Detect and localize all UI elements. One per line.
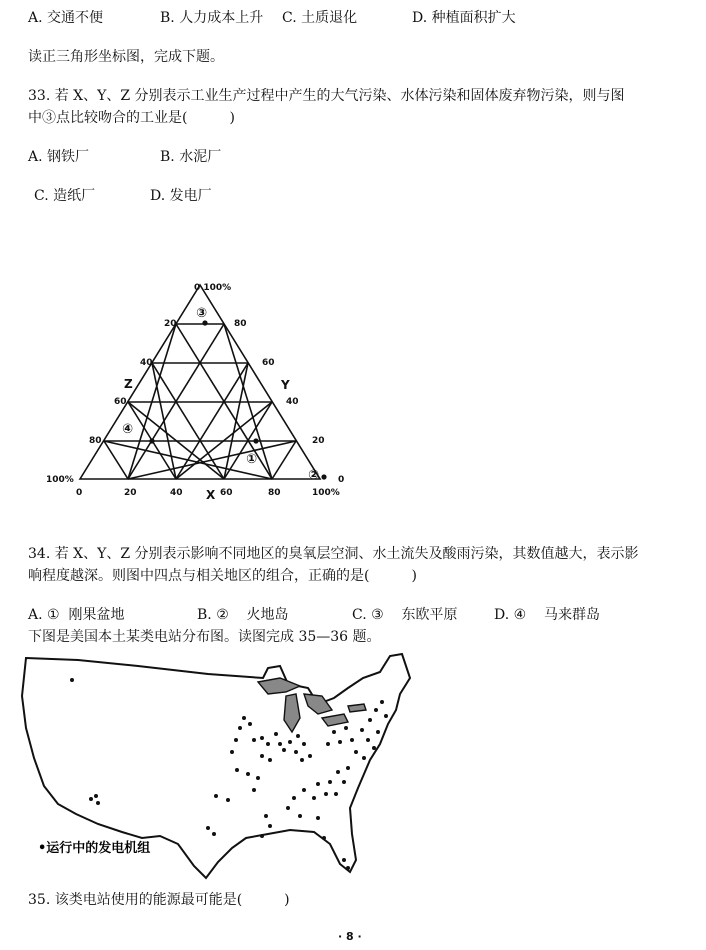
q34-stem-line2: 响程度越深。则图中四点与相关地区的组合，正确的是( ) bbox=[28, 568, 417, 584]
q33-stem-line2: 中③点比较吻合的工业是( ) bbox=[28, 110, 235, 126]
point-3-label: ③ bbox=[196, 306, 208, 321]
point-3-dot bbox=[202, 320, 207, 325]
us-power-plant-map bbox=[18, 648, 418, 880]
q32-option-a: A. 交通不便 bbox=[28, 10, 104, 26]
tick-bottom-0: 0 bbox=[76, 488, 83, 498]
q33-option-d: D. 发电厂 bbox=[150, 188, 212, 204]
tick-left-40: 40 bbox=[140, 358, 153, 368]
q33-option-c: C. 造纸厂 bbox=[34, 188, 96, 204]
q34-option-d: D. ④ 马来群岛 bbox=[494, 607, 600, 623]
q33-option-b: B. 水泥厂 bbox=[160, 149, 222, 165]
q32-option-c: C. 土质退化 bbox=[282, 10, 358, 26]
q33-stem-line1: 33. 若 X、Y、Z 分别表示工业生产过程中产生的大气污染、水体污染和固体废弃物污染，则与图 bbox=[28, 88, 625, 104]
point-1-label: ① bbox=[246, 452, 258, 467]
q34-option-a: A. ① 刚果盆地 bbox=[28, 607, 125, 623]
point-1-dot bbox=[253, 438, 258, 443]
tick-bottom-40: 40 bbox=[170, 488, 183, 498]
tick-right-20: 20 bbox=[312, 436, 325, 446]
q34-option-c: C. ③ 东欧平原 bbox=[352, 607, 458, 623]
tick-top: 0 100% bbox=[194, 283, 232, 293]
q34-option-b: B. ② 火地岛 bbox=[197, 607, 289, 623]
axis-name-y: Y bbox=[281, 378, 290, 392]
q32-option-d: D. 种植面积扩大 bbox=[412, 10, 516, 26]
map-legend: •运行中的发电机组 bbox=[38, 841, 151, 856]
tick-right-80: 80 bbox=[234, 319, 247, 329]
tick-bottom-60: 60 bbox=[220, 488, 233, 498]
axis-name-z: Z bbox=[124, 377, 133, 391]
tick-bottom-100: 100% bbox=[312, 488, 340, 498]
q33-option-a: A. 钢铁厂 bbox=[28, 149, 90, 165]
tick-bottom-20: 20 bbox=[124, 488, 137, 498]
tick-bottom-80: 80 bbox=[268, 488, 281, 498]
tick-right-40: 40 bbox=[286, 397, 299, 407]
point-2-dot bbox=[321, 474, 326, 479]
tick-left-80: 80 bbox=[89, 436, 102, 446]
tick-left-60: 60 bbox=[114, 397, 127, 407]
q35-stem: 35. 该类电站使用的能源最可能是( ) bbox=[28, 892, 290, 908]
q34-stem-line1: 34. 若 X、Y、Z 分别表示影响不同地区的臭氧层空洞、水土流失及酸雨污染，其数值越大，表示影 bbox=[28, 546, 639, 562]
tick-left-20: 20 bbox=[164, 319, 177, 329]
map-intro: 下图是美国本土某类电站分布图。读图完成 35—36 题。 bbox=[28, 629, 381, 645]
point-2-label: ② bbox=[308, 468, 320, 483]
tick-right-60: 60 bbox=[262, 358, 275, 368]
triangle-diagram bbox=[40, 275, 360, 505]
q32-option-b: B. 人力成本上升 bbox=[160, 10, 264, 26]
point-4-dot bbox=[149, 438, 154, 443]
tick-right-0: 0 bbox=[338, 475, 345, 485]
point-4-label: ④ bbox=[122, 422, 134, 437]
triangle-intro: 读正三角形坐标图，完成下题。 bbox=[28, 49, 224, 65]
page-number: · 8 · bbox=[338, 930, 362, 943]
tick-left-100: 100% bbox=[46, 475, 74, 485]
axis-name-x: X bbox=[206, 488, 216, 502]
